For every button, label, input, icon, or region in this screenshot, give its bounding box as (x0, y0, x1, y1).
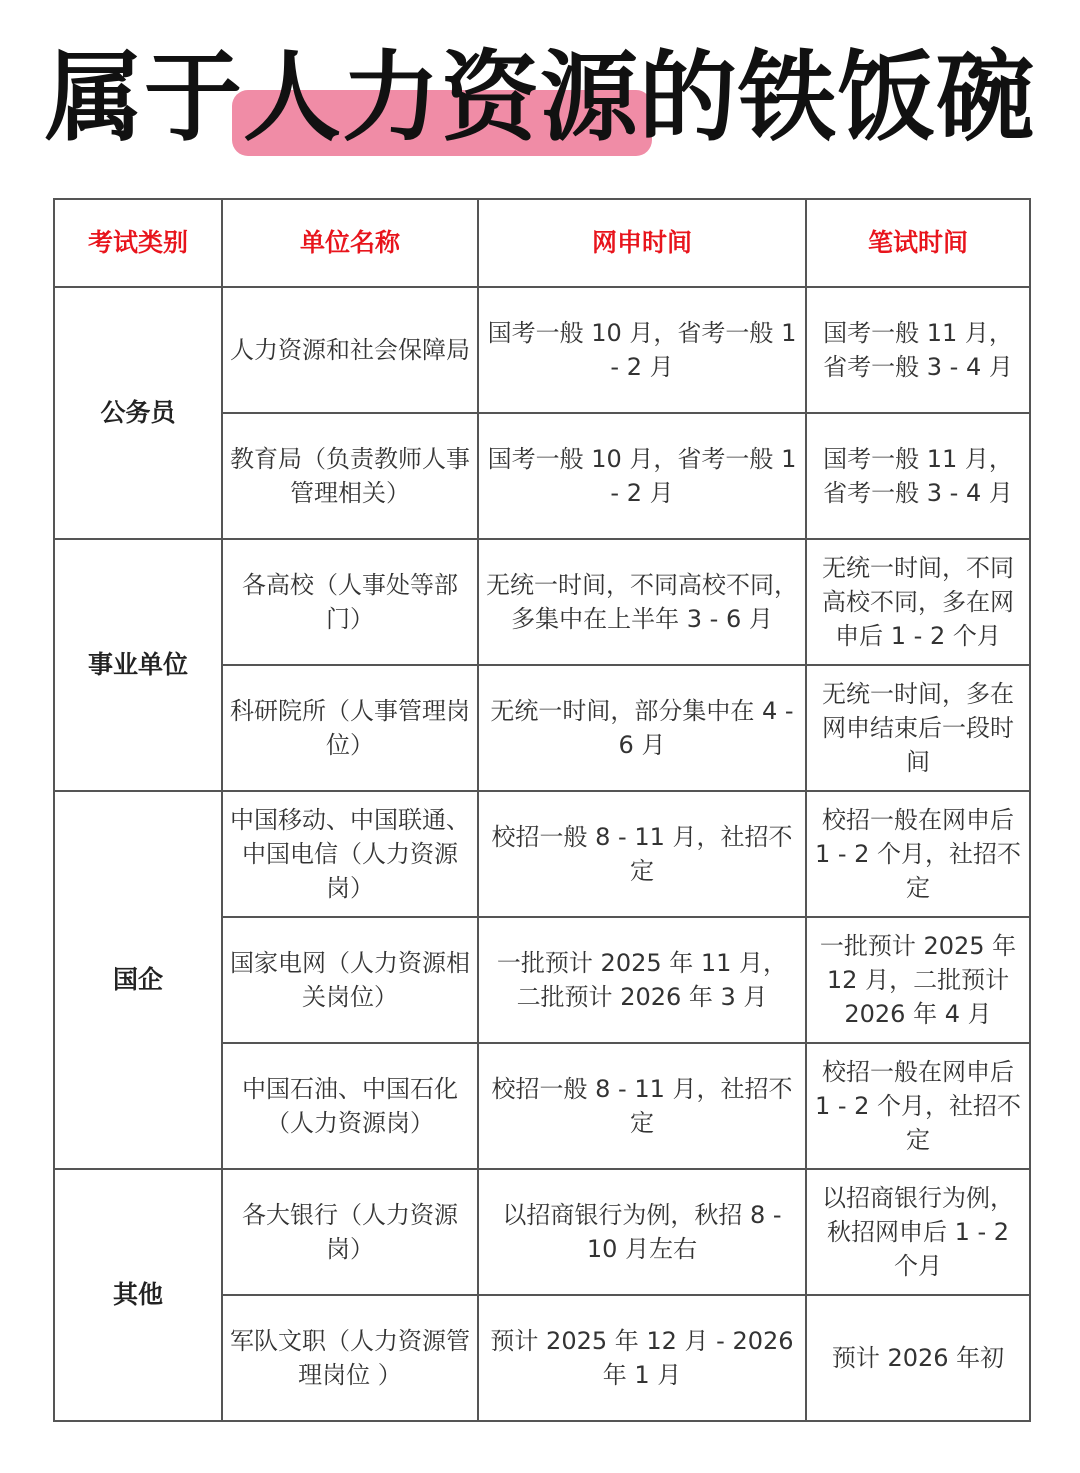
unit-cell: 中国移动、中国联通、中国电信（人力资源岗） (222, 791, 478, 917)
table-header-row (54, 199, 1030, 287)
category-cell: 国企 (54, 791, 222, 1169)
apply-time-cell: 无统一时间，部分集中在 4 - 6 月 (478, 665, 806, 791)
header-exam-time: 笔试时间 (806, 199, 1030, 287)
table-row (54, 1169, 1030, 1295)
apply-time-cell: 校招一般 8 - 11 月，社招不定 (478, 1043, 806, 1169)
table-row (54, 791, 1030, 917)
apply-time-cell: 预计 2025 年 12 月 - 2026 年 1 月 (478, 1295, 806, 1421)
apply-time-cell: 无统一时间，不同高校不同，多集中在上半年 3 - 6 月 (478, 539, 806, 665)
unit-cell: 人力资源和社会保障局 (222, 287, 478, 413)
apply-time-cell: 一批预计 2025 年 11 月，二批预计 2026 年 3 月 (478, 917, 806, 1043)
title-area (0, 38, 1080, 168)
recruitment-table (53, 198, 1031, 1422)
exam-time-cell: 预计 2026 年初 (806, 1295, 1030, 1421)
header-apply-time: 网申时间 (478, 199, 806, 287)
exam-time-cell: 一批预计 2025 年 12 月，二批预计 2026 年 4 月 (806, 917, 1030, 1043)
page-title: 属于人力资源的铁饭碗 (44, 41, 1035, 155)
unit-cell: 军队文职（人力资源管理岗位 ） (222, 1295, 478, 1421)
unit-cell: 各大银行（人力资源岗） (222, 1169, 478, 1295)
exam-time-cell: 国考一般 11 月，省考一般 3 - 4 月 (806, 413, 1030, 539)
exam-time-cell: 无统一时间，不同高校不同，多在网申后 1 - 2 个月 (806, 539, 1030, 665)
unit-cell: 中国石油、中国石化（人力资源岗） (222, 1043, 478, 1169)
exam-time-cell: 无统一时间，多在网申结束后一段时间 (806, 665, 1030, 791)
apply-time-cell: 以招商银行为例，秋招 8 - 10 月左右 (478, 1169, 806, 1295)
table-row (54, 287, 1030, 413)
category-cell: 公务员 (54, 287, 222, 539)
apply-time-cell: 国考一般 10 月，省考一般 1 - 2 月 (478, 287, 806, 413)
category-cell: 其他 (54, 1169, 222, 1421)
category-cell: 事业单位 (54, 539, 222, 791)
exam-time-cell: 以招商银行为例，秋招网申后 1 - 2 个月 (806, 1169, 1030, 1295)
header-category: 考试类别 (54, 199, 222, 287)
apply-time-cell: 国考一般 10 月，省考一般 1 - 2 月 (478, 413, 806, 539)
apply-time-cell: 校招一般 8 - 11 月，社招不定 (478, 791, 806, 917)
exam-time-cell: 国考一般 11 月，省考一般 3 - 4 月 (806, 287, 1030, 413)
unit-cell: 国家电网（人力资源相关岗位） (222, 917, 478, 1043)
table-row (54, 539, 1030, 665)
unit-cell: 科研院所（人事管理岗位） (222, 665, 478, 791)
header-unit: 单位名称 (222, 199, 478, 287)
exam-time-cell: 校招一般在网申后 1 - 2 个月，社招不定 (806, 791, 1030, 917)
unit-cell: 教育局（负责教师人事管理相关） (222, 413, 478, 539)
unit-cell: 各高校（人事处等部门） (222, 539, 478, 665)
exam-time-cell: 校招一般在网申后 1 - 2 个月，社招不定 (806, 1043, 1030, 1169)
